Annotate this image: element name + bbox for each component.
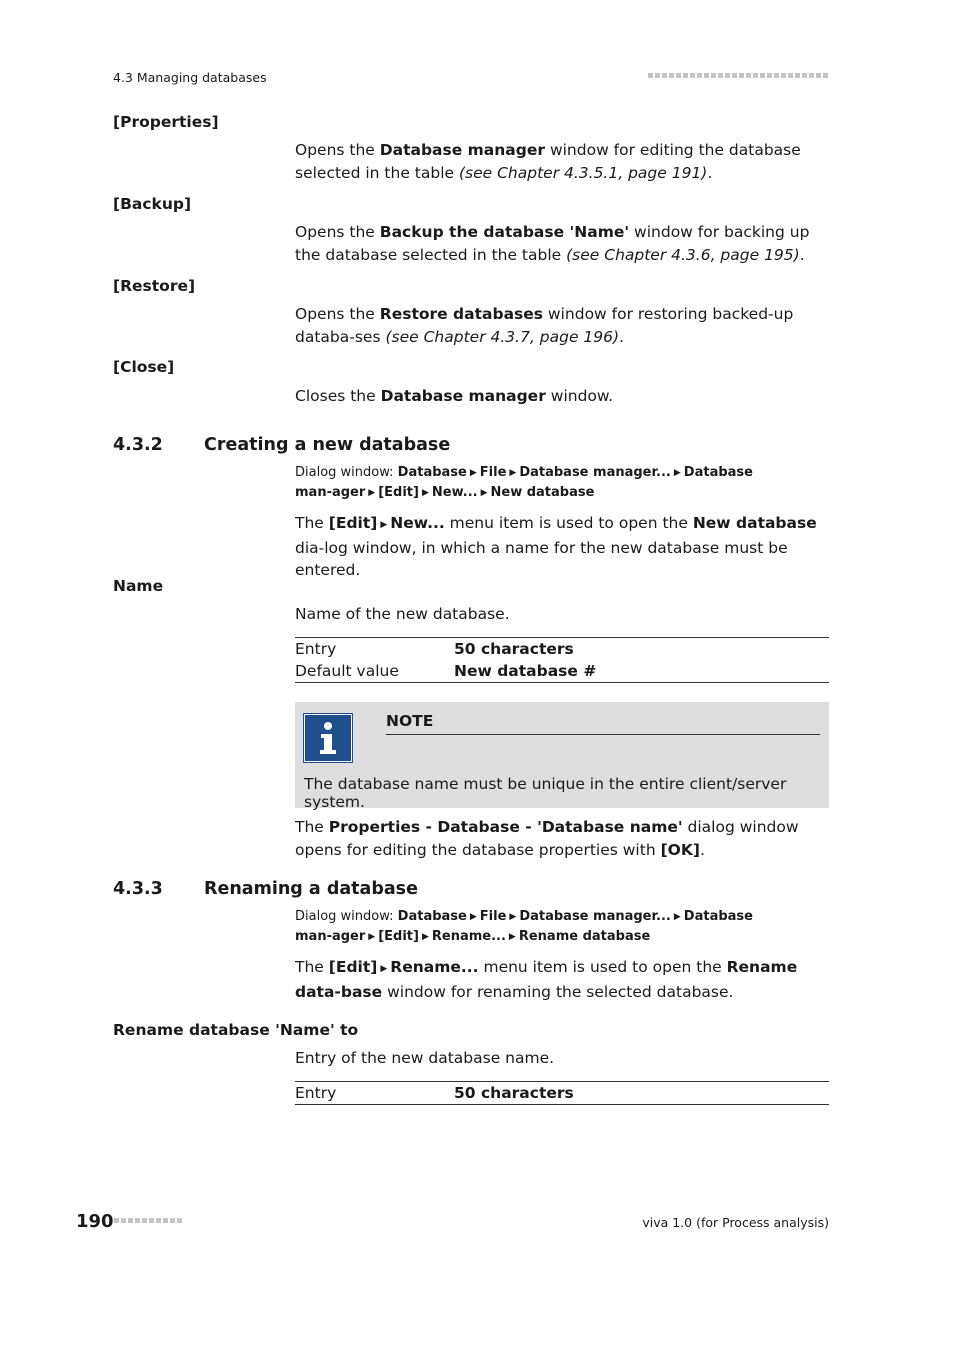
arrow-right-icon: ▶ <box>421 932 429 942</box>
chapter-reference[interactable]: (see Chapter 4.3.7, page 196) <box>385 327 620 346</box>
paragraph-properties-dialog: The Properties - Database - 'Database name' dialog window opens for editing the database properties with [OK]. <box>295 818 799 859</box>
arrow-right-icon: ▶ <box>469 912 477 922</box>
param-rename-desc: Entry of the new database name. <box>295 1049 555 1067</box>
running-header: 4.3 Managing databases <box>113 70 267 85</box>
arrow-right-icon: ▶ <box>480 488 488 498</box>
param-name-term: Name <box>113 577 164 595</box>
table-row: Entry 50 characters <box>295 1084 574 1102</box>
arrow-right-icon: ▶ <box>421 488 429 498</box>
param-name-desc: Name of the new database. <box>295 605 510 623</box>
note-title: NOTE <box>386 712 820 735</box>
arrow-right-icon: ▶ <box>469 468 477 478</box>
section-heading-4-3-2: 4.3.2 Creating a new database <box>113 435 451 455</box>
note-box <box>295 702 829 811</box>
info-icon <box>304 714 352 762</box>
table-row: Default value New database # <box>295 662 597 680</box>
desc-restore: Opens the Restore databases window for restoring backed-up databa-ses (see Chapter 4.3.7, page 196). <box>295 305 794 346</box>
arrow-right-icon: ▶ <box>509 912 517 922</box>
desc-backup: Opens the Backup the database 'Name' window for backing up the database selected in the table (see Chapter 4.3.6, page 195). <box>295 223 810 264</box>
note-text: The database name must be unique in the entire client/server system. <box>304 775 787 811</box>
arrow-right-icon: ▶ <box>380 964 388 974</box>
chapter-reference[interactable]: (see Chapter 4.3.6, page 195) <box>566 245 800 264</box>
term-backup: [Backup] <box>113 195 192 213</box>
section-heading-4-3-3: 4.3.3 Renaming a database <box>113 879 418 899</box>
param-name-table <box>295 637 829 683</box>
table-row: Entry 50 characters <box>295 640 574 658</box>
chapter-reference[interactable]: (see Chapter 4.3.5.1, page 191) <box>458 163 708 182</box>
term-properties: [Properties] <box>113 113 219 131</box>
term-close: [Close] <box>113 358 175 376</box>
arrow-right-icon: ▶ <box>368 488 376 498</box>
paragraph-new-menu: The [Edit] ▶ New... menu item is used to open the New database dia-log window, in which a name for the new database must be entered. <box>295 514 817 579</box>
desc-properties: Opens the Database manager window for editing the database selected in the table (see Chapter 4.3.5.1, page 191). <box>295 141 801 182</box>
dialog-path-rename: Dialog window: Database ▶ File ▶ Database manager... ▶ Database man-ager ▶ [Edit] ▶ Rename... ▶ Rename database <box>295 907 775 947</box>
arrow-right-icon: ▶ <box>508 932 516 942</box>
header-dots-decoration <box>648 73 828 78</box>
arrow-right-icon: ▶ <box>673 912 681 922</box>
page-number: 190 <box>76 1211 114 1232</box>
desc-close: Closes the Database manager window. <box>295 387 614 405</box>
param-rename-term: Rename database 'Name' to <box>113 1021 359 1039</box>
arrow-right-icon: ▶ <box>673 468 681 478</box>
product-name: viva 1.0 (for Process analysis) <box>642 1215 829 1230</box>
param-rename-table <box>295 1081 829 1105</box>
arrow-right-icon: ▶ <box>368 932 376 942</box>
term-restore: [Restore] <box>113 277 196 295</box>
paragraph-rename-menu: The [Edit] ▶ Rename... menu item is used to open the Rename data-base window for renaming the selected database. <box>295 958 798 1001</box>
arrow-right-icon: ▶ <box>509 468 517 478</box>
footer-dots-decoration <box>114 1218 182 1223</box>
arrow-right-icon: ▶ <box>380 520 388 530</box>
dialog-path-new: Dialog window: Database ▶ File ▶ Database manager... ▶ Database man-ager ▶ [Edit] ▶ New... ▶ New database <box>295 463 775 503</box>
